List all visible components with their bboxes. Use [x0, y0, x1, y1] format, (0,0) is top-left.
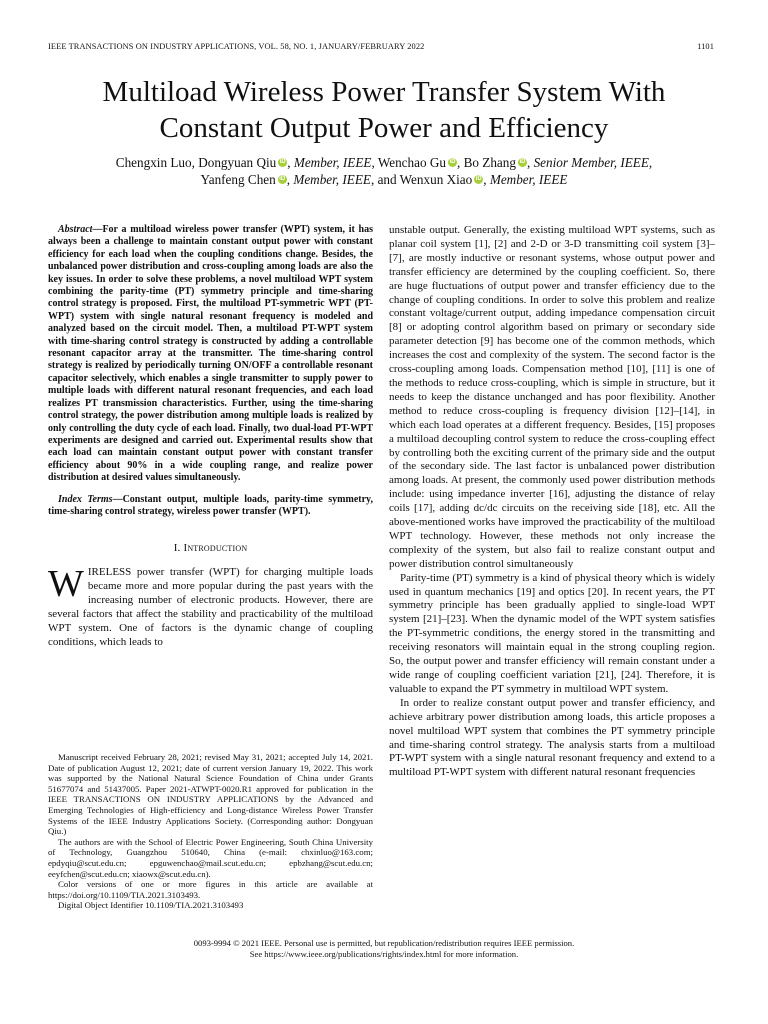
page-number: 1101	[697, 42, 714, 51]
right-column	[389, 224, 715, 780]
body-paragraph: unstable output. Generally, the existing multiload WPT systems, such as planar coil system [1], [2] and 2-D or 3-D transmitting coil system [3]–[7], are mostly inductive or resonant systems, whose output power and transfer efficiency are determined by the coupling coefficient. So, there are huge fluctuations of output power and transfer efficiency due to the change of coupling conditions. In order to solve this problem and realize constant voltage/current output, adding impedance compensation circuit [8] or adopting control algorithm based on primary or secondary side parameter detection [9] has become one of the common methods, which increases the cost and complexity of the system. The second factor is the cross-coupling among loads. Compensation method [10], [11] is one of the methods to reduce cross-coupling, which is simple in structure, but it needs to keep the distance unchanged and has poor flexibility. Another method to reduce cross-coupling is frequency division [12]–[14], in which each load operates at a different frequency. Besides, [15] proposes a multiload decoupling control system to reduce the cross-coupling effect by controlling both the exciting current of the primary side and the output of the secondary side. The last factor is unbalanced power distribution among loads. At present, the commonly used power distribution methods include: using impedance inverter [16], adjusting the distance of relay coils [17], adding dc/dc circuits on the receiving side [18], etc. All the above-mentioned works have improved the practicability of the multiload WPT technology. However, these methods not only increase the complexity of the system, but also fail to realize constant output and power distribution control simultaneously	[389, 224, 715, 570]
body-paragraph: In order to realize constant output power and transfer efficiency, and achieve arbitrary power distribution among loads, this article proposes a novel multiload WPT system that combines the PT symmetry principle and time-sharing control strategy. The analysis starts from a multiload PT-WPT system with a single natural resonant frequency and extend to a multiload PT-WPT system with different natural resonant frequencies	[389, 696, 715, 779]
paper-title	[40, 74, 728, 146]
author-name: Dongyuan Qiu	[198, 155, 277, 170]
index-terms	[48, 494, 373, 519]
footnotes	[48, 752, 373, 911]
author-name: Yanfeng Chen	[200, 172, 276, 187]
body-paragraph: Parity-time (PT) symmetry is a kind of physical theory which is widely used in quantum mechanics [19] and optics [20]. In recent years, the PT symmetry principle has been gradually applied to single-load WPT system [21]–[23]. When the dynamic model of the WPT system satisfies the PT-symmetric conditions, the energy stored in the transmitting and receiving resonators will maintain equal in the strong coupling region. So, the output power and transfer efficiency will remain constant under a wide range of coupling coefficient variation [21], [24]. Therefore, it is valuable to expand the PT symmetry in multiload WPT system.	[389, 571, 715, 695]
intro-paragraph	[48, 563, 373, 649]
footnote-color: Color versions of one or more figures in this article are available at https://doi.org/10.1109/TIA.2021.3103493.	[48, 879, 373, 900]
index-terms-text: —Constant output, multiple loads, parity-time symmetry, time-sharing control strategy, wireless power transfer (WPT).	[48, 493, 373, 517]
author-name: Wenxun Xiao	[399, 172, 473, 187]
title-line-2: Constant Output Power and Efficiency	[159, 112, 609, 144]
author-name: Bo Zhang	[463, 155, 516, 170]
author-role: Member, IEEE	[293, 155, 372, 170]
rights-link[interactable]: See https://www.ieee.org/publications/rights/index.html for more information.	[249, 948, 519, 959]
orcid-icon[interactable]: iD	[279, 176, 286, 182]
and-word: and	[377, 172, 397, 187]
author-name: Chengxin Luo,	[115, 155, 195, 170]
footnote-affiliation: The authors are with the School of Electric Power Engineering, South China University of Technology, Guangzhou 510640, China (e-mail: chxinluo@163.com; epdyqiu@scut.edu.cn; epguwenchao@mail.scut.edu.cn; epbzhang@scut.edu.cn; eeyfchen@scut.edu.cn; xiaowx@scut.edu.cn).	[48, 836, 373, 879]
footnote-doi: Digital Object Identifier 10.1109/TIA.2021.3103493	[58, 900, 244, 911]
author-role: Senior Member, IEEE	[533, 155, 649, 170]
orcid-icon[interactable]: iD	[279, 159, 286, 165]
footnote-manuscript: Manuscript received February 28, 2021; revised May 31, 2021; accepted July 14, 2021. Date of publication August 12, 2021; date of current version January 19, 2022. This work was supported by the National Natural Science Foundation of China under Grants 51677074 and 51437005. Paper 2021-ATWPT-0020.R1 approved for publication in the IEEE TRANSACTIONS ON INDUSTRY APPLICATIONS by the Advanced and Emerging Technologies of High-efficiency and Long-distance Wireless Power Transfer Systems of the IEEE Industry Applications Society. (Corresponding author: Dongyuan Qiu.)	[48, 752, 373, 837]
author-list: Chengxin Luo, Dongyuan Qiu iD , Member, IEEE, Wenchao Gu iD , Bo Zhang iD , Senior Member, IEEE, Yanfeng Chen iD , Member, IEEE, and Wenxun Xiao iD , Member, IEEE	[115, 155, 653, 187]
author-name: Wenchao Gu	[377, 155, 446, 170]
author-role: Member, IEEE	[489, 172, 568, 187]
orcid-icon[interactable]: iD	[449, 159, 456, 165]
copyright-notice	[40, 938, 728, 959]
author-role: Member, IEEE	[293, 172, 371, 187]
copyright-line: 0093-9994 © 2021 IEEE. Personal use is permitted, but republication/redistribution requires IEEE permission.	[193, 938, 575, 948]
orcid-icon[interactable]: iD	[519, 159, 526, 165]
running-head	[48, 42, 714, 51]
section-heading	[48, 542, 373, 556]
title-line-1: Multiload Wireless Power Transfer System With	[102, 76, 666, 108]
abstract-lead: Abstract	[58, 224, 93, 235]
section-numeral: I.	[173, 542, 181, 555]
abstract-text: —For a multiload wireless power transfer (WPT) system, it has always been a challenge to maintain constant output power with constant efficiency for each load when the coupling conditions change. Besides, the unbalanced power distribution and cross-coupling among loads are also the key issues. In order to solve these problems, a novel multiload WPT system combining the parity-time (PT) symmetry principle and time-sharing control strategy is proposed. First, the multiload PT-symmetric WPT (PT-WPT) system with single natural resonant frequency is modeled and analyzed based on the circuit model. Then, a multiload PT-WPT system with time-sharing control strategy is constructed by adding a controllable resonant capacitor array at the transmitter. The time-sharing control strategy is realized by periodically turning ON/OFF a controllable resonant capacitor selectively, which enables a single transmitter to supply power to multiple loads with different natural resonant frequencies, and each load realizes PT transmission characteristics. Further, using the time-sharing control strategy, the power distribution among multiple loads is realized by only controlling the duty cycle of each load. Finally, two dual-load PT-WPT experiments are designed and carried out. Experimental results show that each load can maintain constant output power with constant transfer efficiency about 90% in a wide coupling range, and realize power distribution at desired values simultaneously.	[48, 224, 373, 484]
intro-text: IRELESS power transfer (WPT) for charging multiple loads became more and more popular during the past years with the increasing number of electronic products. However, there are several factors that affect the stability and practicability of the multiload WPT system. One of factors is the dynamic change of coupling conditions, which leads to	[48, 566, 373, 648]
orcid-icon[interactable]: iD	[475, 176, 482, 182]
left-column	[48, 224, 373, 650]
index-terms-lead: Index Terms	[58, 493, 113, 505]
drop-cap: W	[48, 563, 84, 606]
journal-name: IEEE TRANSACTIONS ON INDUSTRY APPLICATIONS, VOL. 58, NO. 1, JANUARY/FEBRUARY 2022	[48, 42, 425, 51]
section-title: Introduction	[183, 542, 248, 555]
abstract	[48, 224, 373, 485]
